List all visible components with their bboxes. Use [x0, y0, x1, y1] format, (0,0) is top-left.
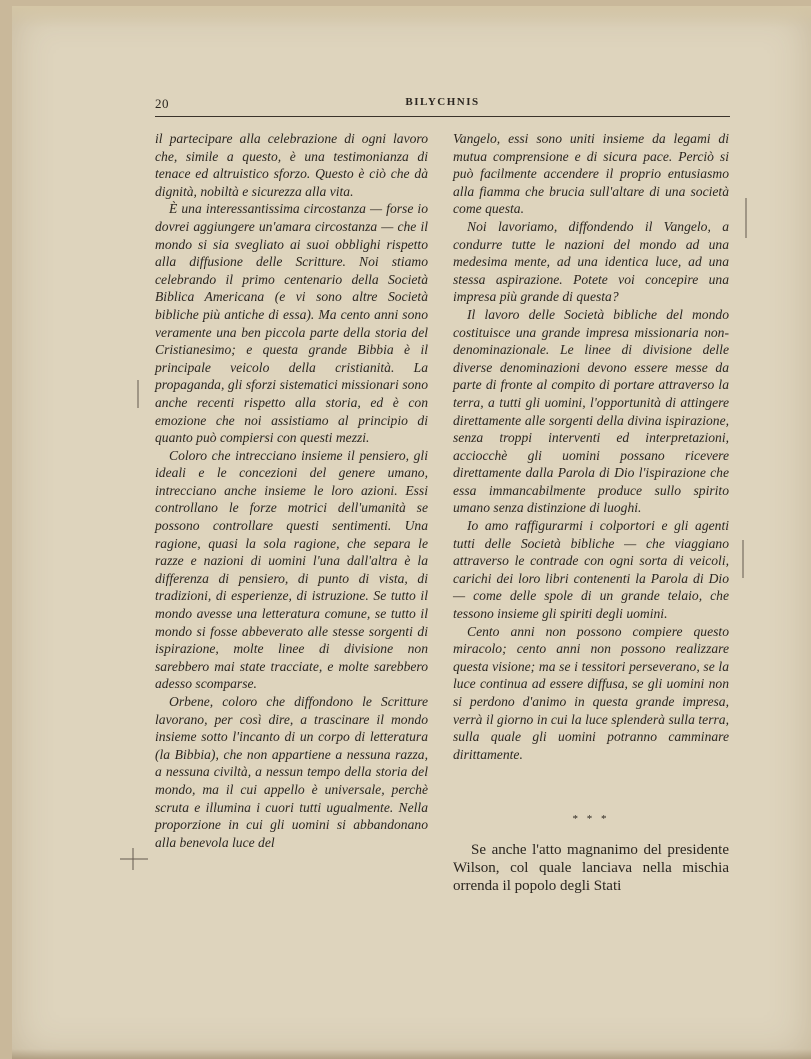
section-separator: * * *: [572, 813, 610, 825]
pencil-mark: [745, 198, 747, 238]
paragraph: il partecipare alla celebrazione di ogni lavoro che, simile a questo, è una testimonianza di tenace ed altruistico sforzo. Questo è ciò che dà dignità, nobiltà e sicurezza alla vita.: [155, 131, 428, 199]
paragraph: Cento anni non possono compiere questo miracolo; cento anni non possono realizzare questa visione; ma se i tessitori perseverano, se la luce continua ad essere diffusa, se gli uomini non si perdono d'animo in questa grande impresa, verrà il giorno in cui la luce splenderà sulla terra, sulla quale gli uomini potranno camminare dirittamente.: [453, 623, 729, 762]
paragraph: Io amo raffigurarmi i colportori e gli agenti tutti delle Società bibliche — che viaggiano attraverso le contrade con ogni sorta di veicoli, carichi dei loro libri contenenti la Parola di Dio — come delle spole di un grande telaio, che tessono insieme gli spiriti degli uomini.: [453, 518, 729, 622]
left-column: [155, 130, 428, 851]
paragraph: Noi lavoriamo, diffondendo il Vangelo, a condurre tutte le nazioni del mondo ad una medesima mente, ad una identica luce, ad una stessa aspirazione. Potete voi concepire una impresa più grande di questa?: [453, 218, 729, 305]
paragraph: Il lavoro delle Società bibliche del mondo costituisce una grande impresa missionaria non-denominazionale. Le linee di divisione delle diverse denominazioni devono essere messe da parte di fronte al compito di portare attraverso la terra, a tutti gli uomini, l'opportunità di attingere direttamente alle sorgenti della divina ispirazione, senza troppi interventi ed interpretazioni, acciocchè gli uomini possano ricevere direttamente dalla Parola di Dio l'ispirazione che essa immancabilmente produce sullo spirito umano senza distinzione di luoghi.: [453, 306, 729, 516]
pencil-mark: [742, 540, 744, 578]
pencil-mark: [137, 380, 139, 408]
paragraph: Orbene, coloro che diffondono le Scritture lavorano, per così dire, a trascinare il mondo insieme sotto l'incanto di un corpo di letteratura (la Bibbia), che non appartiene a nessuna razza, a nessuna civiltà, a nessun tempo della storia del mondo, ma il cui appello è universale, perchè scruta e illumina i cuori tutti ugualmente. Nella proporzione in cui gli uomini si abbandonano alla benevola luce del: [155, 694, 428, 850]
paragraph: È una interessantissima circostanza — forse io dovrei aggiungere un'amara circostanza — che il mondo si sia svegliato ai suoi obblighi rispetto alla diffusione delle Scritture. Noi stiamo celebrando il primo centenario della Società Biblica Americana (e vi sono altre Società bibliche più antiche di essa). Ma cento anni sono veramente una ben piccola parte della storia del Cristianesimo; e questa grande Bibbia è il principale veicolo della cristianità. La propaganda, gli sforzi sistematici missionari sono anche recenti rispetto alla storia, ed è con emozione che noi assistiamo al principio di quanto può compiersi con questi mezzi.: [155, 201, 428, 446]
paragraph: Vangelo, essi sono uniti insieme da legami di mutua comprensione e di sicura pace. Perciò si può facilmente accendere il proprio entusiasmo alla fiamma che brucia sull'altare di una società come questa.: [453, 131, 729, 217]
running-head: BILYCHNIS: [405, 96, 480, 108]
closing-text: [453, 842, 729, 895]
pencil-mark: [120, 858, 148, 860]
header-rule: [155, 116, 730, 117]
page-number: 20: [155, 96, 169, 111]
paragraph: Coloro che intrecciano insieme il pensiero, gli ideali e le concezioni del genere umano, intrecciano anche insieme le loro azioni. Essi controllano le forze motrici dell'umanità se possono controllare questi sentimenti. Una ragione, quasi la sola ragione, che separa le razze e nazioni di uomini l'una dall'altra è la differenza di pensiero, di punto di vista, di tradizioni, di esperienze, di istruzione. Se tutto il mondo avesse una letteratura comune, se tutto il mondo si fosse abbeverato alle stesse sorgenti di ispirazione, molte linee di divisione non sarebbero mai state tracciate, e molte sarebbero adesso scomparse.: [155, 447, 428, 692]
right-column: [453, 130, 729, 763]
page-header: [155, 96, 730, 112]
paragraph: Se anche l'atto magnanimo del presidente Wilson, col quale lanciava nella mischia orrenda il popolo degli Stati: [453, 842, 729, 894]
pencil-mark: [132, 848, 134, 870]
page-edge: [12, 1049, 811, 1059]
